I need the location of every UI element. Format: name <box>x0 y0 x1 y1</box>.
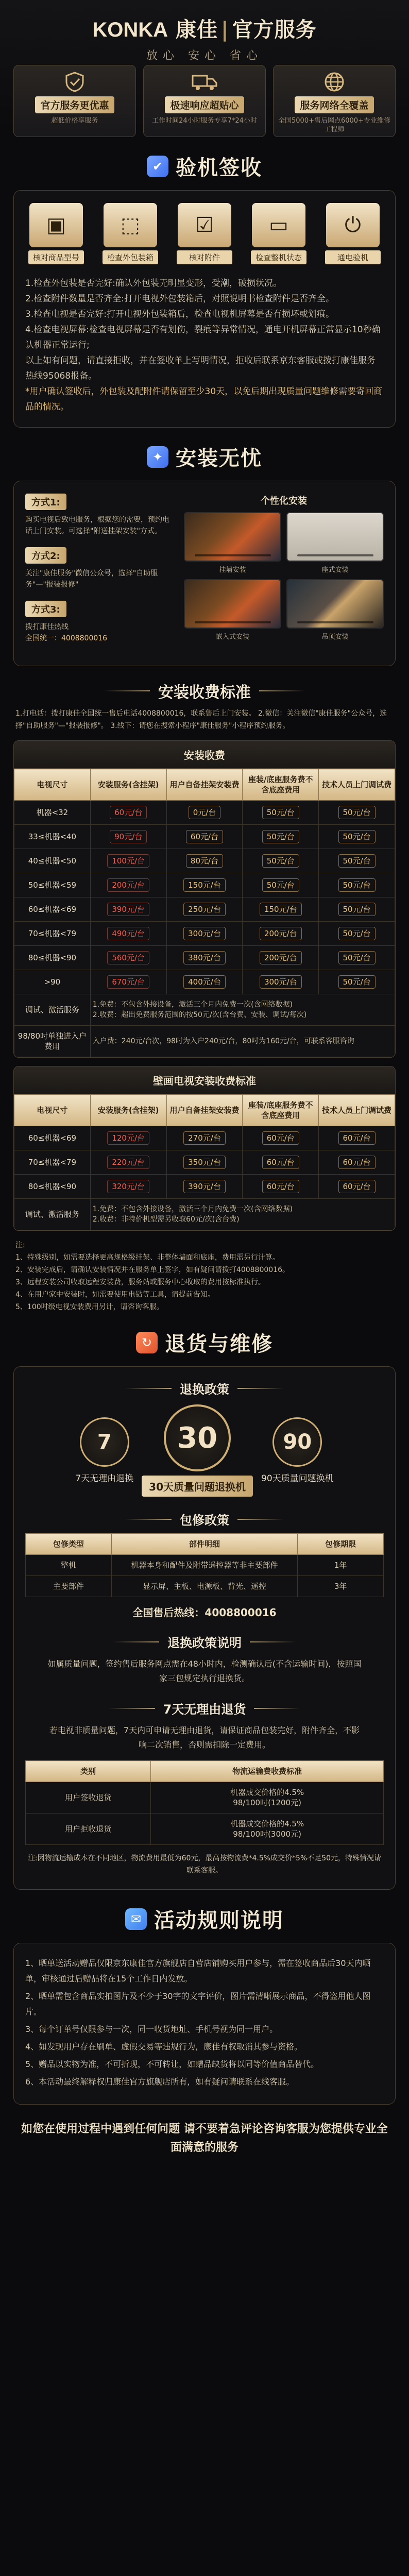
price-cell <box>319 897 395 922</box>
inspection-notes: 1.检查外包装是否完好:确认外包装无明显变形，受潮，破损状况。 2.检查附件数量是否齐全:打开电视外包装箱后，对照说明书检查附件是否齐全。 3.检查电视是否完好:打开电视外包装箱后，检查电视机屏幕是否有损坏或划痕。 4.检查电视屏幕:检查电视屏幕是否有划伤，裂痕等异常情况，通电开机屏幕正常显示10秒确认机器正常运行; 以上如有问题，请直接拒收，并在签收单上写明情况，拒收后联系京东客服或拨打康佳服务热线95068报备。 *用户确认签收后，外包装及配附件请保留至少30天，以免后期出现质量问题维修需要寄回商品的情况。 <box>25 278 383 412</box>
table-row: 整机 机器本身和配件及附带遥控器等非主要部件 1年 <box>26 1555 384 1576</box>
price-cell <box>319 849 395 873</box>
price-value: 60元/台 <box>338 1180 376 1193</box>
table-row <box>14 825 395 849</box>
price-cell <box>319 1150 395 1175</box>
price-value: 50元/台 <box>338 878 376 892</box>
price-value: 350元/台 <box>183 1156 226 1169</box>
brand-logo: KONKA <box>92 19 168 41</box>
size-cell: 60≤机器<69 <box>14 897 91 922</box>
price-value: 200元/台 <box>260 951 302 964</box>
price-cell <box>90 801 166 825</box>
price-value: 50元/台 <box>338 806 376 819</box>
price-cell <box>243 873 319 897</box>
price-value: 200元/台 <box>107 878 149 892</box>
power-icon: ⏻ <box>326 203 380 247</box>
policy-90day: 90 90天质量问题换机 <box>261 1417 334 1484</box>
price-cell <box>90 946 166 970</box>
table-row <box>14 1150 395 1175</box>
tv-image <box>286 512 384 562</box>
price-cell <box>166 1175 243 1199</box>
service-promises <box>0 65 409 137</box>
inspection-step: ▭ 检查整机状态 <box>251 203 306 264</box>
table-row <box>14 849 395 873</box>
price-cell <box>166 946 243 970</box>
return-desc: 如属质量问题，签约售后服务网点需在48小时内，检测确认后(不含运输时间)，按照国家三包规定执行退换货。 <box>47 1659 362 1683</box>
gift-icon: ✉ <box>125 1908 147 1930</box>
size-cell: 60≤机器<69 <box>14 1126 91 1150</box>
install-box <box>13 481 396 666</box>
price-value: 50元/台 <box>262 830 299 843</box>
price-cell <box>166 897 243 922</box>
table-row <box>14 801 395 825</box>
price-cell <box>243 1126 319 1150</box>
inspection-box <box>13 190 396 428</box>
price-value: 200元/台 <box>260 927 302 940</box>
price-value: 390元/台 <box>183 1180 226 1193</box>
price-cell <box>166 801 243 825</box>
price-value: 100元/台 <box>107 854 149 868</box>
promise-desc: 超低价格享服务 <box>51 117 98 125</box>
price-cell <box>166 922 243 946</box>
logistics-fee-table: 类别 物流运输费收费标准 用户签收退货 机器成交价格的4.5% 98/100吋(1200元) 用户拒收退货 机器成交价格的4.5% 98/100吋(3000元) <box>25 1760 384 1845</box>
warranty-table: 包修类型 部件明细 包修期限 整机 机器本身和配件及附带遥控器等非主要部件 1年 主要部件 显示屏、主板、电源板、背光、遥控 3年 <box>25 1533 384 1597</box>
seven-day-desc: 若电视非质量问题，7天内可申请无理由退货，请保证商品包装完好，附件齐全，不影响二次销售，否则需扣除一定费用。 <box>49 1725 360 1750</box>
section-title-fees: 安装收费标准 <box>0 680 409 702</box>
tv-image <box>286 579 384 629</box>
fees-intro: 1.打电话：拨打康佳全国统一售后电话4008800016，联系售后上门安装。 2.微信：关注微信"康佳服务"公众号，选择"自助服务"—"报装报修"。 3.线下：请您在搜索小程序"康佳服务"小程序预约服务。 <box>15 709 387 730</box>
promise-card-discount <box>13 65 136 137</box>
price-cell <box>166 1126 243 1150</box>
price-cell <box>90 922 166 946</box>
table-row <box>14 897 395 922</box>
install-option-wall: 挂墙安装 <box>184 512 281 574</box>
price-value: 300元/台 <box>183 927 226 940</box>
section-title-returns: ↻ 退货与维修 <box>0 1328 409 1357</box>
price-value: 120元/台 <box>107 1131 149 1145</box>
size-cell: 80≤机器<90 <box>14 1175 91 1199</box>
install-modes <box>25 494 175 653</box>
price-value: 50元/台 <box>262 806 299 819</box>
network-icon <box>319 71 349 93</box>
price-value: 50元/台 <box>262 854 299 868</box>
price-cell <box>166 970 243 994</box>
section-title-activity: ✉ 活动规则说明 <box>0 1904 409 1934</box>
price-cell <box>319 970 395 994</box>
price-cell <box>319 873 395 897</box>
inspection-step: ⏻ 通电验机 <box>325 203 381 264</box>
price-value: 270元/台 <box>183 1131 226 1145</box>
price-cell <box>90 897 166 922</box>
price-cell <box>243 825 319 849</box>
promise-title: 极速响应超贴心 <box>165 96 244 113</box>
price-value: 60元/台 <box>338 1131 376 1145</box>
price-value: 490元/台 <box>107 927 149 940</box>
price-value: 380元/台 <box>183 951 226 964</box>
price-value: 560元/台 <box>107 951 149 964</box>
price-cell <box>243 922 319 946</box>
price-value: 150元/台 <box>183 878 226 892</box>
price-cell <box>243 1150 319 1175</box>
install-option-stand: 座式安装 <box>286 512 384 574</box>
install-option-ceiling: 吊顶安装 <box>286 579 384 641</box>
price-cell <box>319 1175 395 1199</box>
policy-7day: 7 7天无理由退换 <box>75 1417 133 1484</box>
fee-note: 注:因物流运输成本在不同地区，物流费用最低为60元，最高按物流费*4.5%成交价*5%不足50元，特殊情况请联系客服。 <box>27 1854 382 1875</box>
user-check-icon: ✔ <box>147 156 168 177</box>
promise-desc: 全国5000+售后网点6000+专业维修工程师 <box>278 117 390 133</box>
table-row <box>14 1126 395 1150</box>
size-cell: 70≤机器<79 <box>14 922 91 946</box>
tv-image <box>184 512 281 562</box>
size-cell: 33≤机器<40 <box>14 825 91 849</box>
price-cell <box>166 825 243 849</box>
returns-box: 退换政策 7 7天无理由退换 30 30天质量问题退换机 90 90天质量问题换机 包修政策 包修类型 部件明细 包修期限 整机 机器本身和配件及附带遥控器等非主要部件 1年 主要部件 显示屏、主板、电源板、背光、遥控 3年 全国售后热线：4008800016 退换政策说明 如属质量问题，签约售后服务网点需在48小时内，检测确认后(不含运输时间)，按照国家三包规定执行退换货。 7天无理由退货 若电视非质量问题，7天内可申请无理由退货，请保证商品包装完好，附件齐全，不影响二次销售，否则需扣除一定费用。 类别 物流运输费收费标准 用户签收退货 机器成交价格的4.5% 98/100吋(1200元) 用户拒收退货 机器成交价格的4.5% 98/100吋(3000元) 注:因物流运输成本在不同地区，物流费用最低为60元，最高按物流费*4.5%成交价*5%不足50元，特殊情况请联系客服。 <box>13 1366 396 1890</box>
price-cell <box>319 801 395 825</box>
tv-check-icon: ☑ <box>178 203 231 247</box>
box-icon: ▣ <box>29 203 83 247</box>
promise-desc: 工作时间24小时服务专享7*24小时 <box>152 117 257 125</box>
install-mode-2: 方式2: 关注"康佳服务"微信公众号，选择"自助服务"—"报装报修" <box>25 547 175 590</box>
section-title-install: ✦ 安装无忧 <box>0 442 409 471</box>
shield-check-icon <box>60 71 90 93</box>
table-row <box>14 1175 395 1199</box>
install-mode-1: 方式1: 购买电视后致电服务，根据您的需要，预约电话上门安装。可选择"附送挂架安装"方式。 <box>25 494 175 537</box>
size-cell: 50≤机器<59 <box>14 873 91 897</box>
closing-message: 如您在使用过程中遇到任何问题 请不要着急评论咨询客服为您提供专业全面满意的服务 <box>21 2123 388 2154</box>
tv-image <box>184 579 281 629</box>
price-value: 300元/台 <box>260 975 302 989</box>
price-cell <box>90 849 166 873</box>
price-cell <box>90 873 166 897</box>
table-row: 用户签收退货 机器成交价格的4.5% 98/100吋(1200元) <box>26 1782 384 1814</box>
table-row <box>14 946 395 970</box>
install-mode-3: 方式3: 拨打康佳热线 全国统一：4008800016 <box>25 601 175 643</box>
inspection-steps <box>25 203 384 264</box>
inspection-step: ▣ 核对商品型号 <box>28 203 84 264</box>
promise-card-response <box>143 65 266 137</box>
table-row: 用户拒收退货 机器成交价格的4.5% 98/100吋(3000元) <box>26 1814 384 1845</box>
size-cell: 40≤机器<50 <box>14 849 91 873</box>
size-cell: >90 <box>14 970 91 994</box>
brand-title: KONKA 康佳 | 官方服务 <box>92 18 317 42</box>
price-cell <box>90 1150 166 1175</box>
price-cell <box>90 825 166 849</box>
inspection-step: ⬚ 检查外包装箱 <box>103 203 158 264</box>
brand-motto: 放心 安心 省心 <box>146 49 263 62</box>
price-value: 220元/台 <box>107 1156 149 1169</box>
price-value: 390元/台 <box>107 903 149 916</box>
price-cell <box>90 1126 166 1150</box>
price-cell <box>243 849 319 873</box>
truck-icon <box>190 71 219 93</box>
mural-fee-table: 壁画电视安装收费标准 电视尺寸 安装服务(含挂架) 用户自备挂架安装费 座装/底座服务费不含底座费用 技术人员上门调试费 60≤机器<69 120元/台 270元/台 60元/台 60元/台 70≤机器<79 220元/台 350元/台 60元/台 60元/台 80≤机器<90 320元/台 390元/台 60元/台 60元/台 调试、激活服务 1.免费：不包含外接设备，激活三个月内免费一次(含网络数据) 2.收费：非特价机型需另收取60元/次(含台费) <box>13 1066 396 1231</box>
price-value: 250元/台 <box>183 903 226 916</box>
price-cell <box>243 801 319 825</box>
price-cell <box>243 1175 319 1199</box>
section-title-inspection: ✔ 验机签收 <box>0 151 409 181</box>
price-value: 60元/台 <box>338 1156 376 1169</box>
price-value: 60元/台 <box>262 1156 299 1169</box>
brand-cn: 康佳 <box>176 18 218 42</box>
price-cell <box>243 946 319 970</box>
price-value: 50元/台 <box>338 830 376 843</box>
price-cell <box>319 922 395 946</box>
activity-box <box>13 1943 396 2105</box>
price-cell <box>319 1126 395 1150</box>
price-value: 50元/台 <box>338 975 376 989</box>
price-value: 0元/台 <box>189 806 221 819</box>
install-icon: ✦ <box>147 446 168 468</box>
tv-icon: ▭ <box>252 203 305 247</box>
size-cell: 机器<32 <box>14 801 91 825</box>
after-sale-hotline[interactable]: 全国售后热线：4008800016 <box>132 1606 277 1619</box>
price-value: 90元/台 <box>110 830 147 843</box>
price-value: 60元/台 <box>186 830 223 843</box>
price-value: 670元/台 <box>107 975 149 989</box>
activity-rules: 1、晒单送活动赠品仅限京东康佳官方旗舰店自营店铺购买用户参与，需在签收商品后30天内晒单，审核通过后赠品将在15个工作日内发放。 2、晒单需包含商品实拍图片及不少于30字的文字评价，图片需清晰展示商品，不得盗用他人图片。 3、每个订单号仅限参与一次，同一收货地址、手机号视为同一用户。 4、如发现用户存在刷单、虚假交易等违规行为，康佳有权取消其参与资格。 5、赠品以实物为准，不可折现，不可转让，如赠品缺货将以同等价值商品替代。 6、本活动最终解释权归康佳官方旗舰店所有，如有疑问请联系在线客服。 <box>25 1958 371 2087</box>
size-cell: 70≤机器<79 <box>14 1150 91 1175</box>
package-check-icon: ⬚ <box>104 203 157 247</box>
install-hotline[interactable]: 全国统一：4008800016 <box>25 634 108 642</box>
table-row <box>14 873 395 897</box>
price-value: 50元/台 <box>262 878 299 892</box>
price-value: 50元/台 <box>338 854 376 868</box>
price-value: 150元/台 <box>260 903 302 916</box>
brand-service: 官方服务 <box>232 18 317 42</box>
promise-title: 官方服务更优惠 <box>35 96 114 113</box>
install-option-embedded: 嵌入式安装 <box>184 579 281 641</box>
return-policies <box>25 1404 384 1497</box>
personal-install: 个性化安装 挂墙安装 座式安装 嵌入式安装 吊顶安装 <box>184 494 384 653</box>
price-cell <box>90 970 166 994</box>
policy-30day: 30 30天质量问题退换机 <box>142 1404 253 1497</box>
price-value: 50元/台 <box>338 903 376 916</box>
price-value: 60元/台 <box>262 1131 299 1145</box>
price-cell <box>166 849 243 873</box>
fee-footnotes: 注: 1、特殊级别，如需要选择更高规格级挂架、非整体墙面和底座，费用需另行计算。 2、安装完成后，请确认安装情况并在服务单上签字，如有疑问请拨打4008800016。 3、远程安装公司收取远程安装费，服务站或服务中心收取的费用按标准执行。 4、在用户家中安装时，如需要使用电钻等工具，请提前告知。 5、100吋级电视安装费用另计，请咨询客服。 <box>15 1241 289 1311</box>
price-cell <box>243 897 319 922</box>
price-value: 320元/台 <box>107 1180 149 1193</box>
price-value: 50元/台 <box>338 927 376 940</box>
price-value: 60元/台 <box>262 1180 299 1193</box>
promise-card-network <box>273 65 396 137</box>
install-fee-table: 安装收费 电视尺寸 安装服务(含挂架) 用户自备挂架安装费 座装/底座服务费不含底座费用 技术人员上门调试费 机器<32 60元/台 0元/台 50元/台 50元/台 33≤机器<40 90元/台 60元/台 50元/台 50元/台 40≤机器<50 100元/台 80元/台 50元/台 50元/台 50≤机器<59 200元/台 150元/台 50元/台 50元/台 60≤机器<69 390元/台 250元/台 150元/台 50元/台 70≤机器<79 490元/台 300元/台 200元/台 50元/台 80≤机器<90 560元/台 380元/台 200元/台 50元/台 >90 670元/台 400元/台 300元/台 50元/台 调试、激活服务 1.免费：不包含外接设备，激活三个月内免费一次(含网络数据) 2.收费：超出免费服务范围的按50元/次(含台费、安装、调试/每次) 98/80吋单独进入户费用 入户费：240元/台次，98吋为入户240元/台，80吋为160元/台，可联系客服咨询 <box>13 740 396 1058</box>
price-cell <box>166 873 243 897</box>
table-row: 主要部件 显示屏、主板、电源板、背光、遥控 3年 <box>26 1576 384 1597</box>
price-value: 50元/台 <box>338 951 376 964</box>
price-cell <box>166 1150 243 1175</box>
page-header <box>0 0 409 62</box>
table-row <box>14 922 395 946</box>
size-cell: 80≤机器<90 <box>14 946 91 970</box>
price-value: 80元/台 <box>186 854 223 868</box>
price-cell <box>90 1175 166 1199</box>
price-cell <box>243 970 319 994</box>
price-cell <box>319 825 395 849</box>
price-value: 60元/台 <box>110 806 147 819</box>
table-row <box>14 970 395 994</box>
promise-title: 服务网络全覆盖 <box>295 96 373 113</box>
price-value: 400元/台 <box>183 975 226 989</box>
refresh-icon: ↻ <box>136 1332 158 1353</box>
inspection-step: ☑ 核对附件 <box>177 203 232 264</box>
price-cell <box>319 946 395 970</box>
